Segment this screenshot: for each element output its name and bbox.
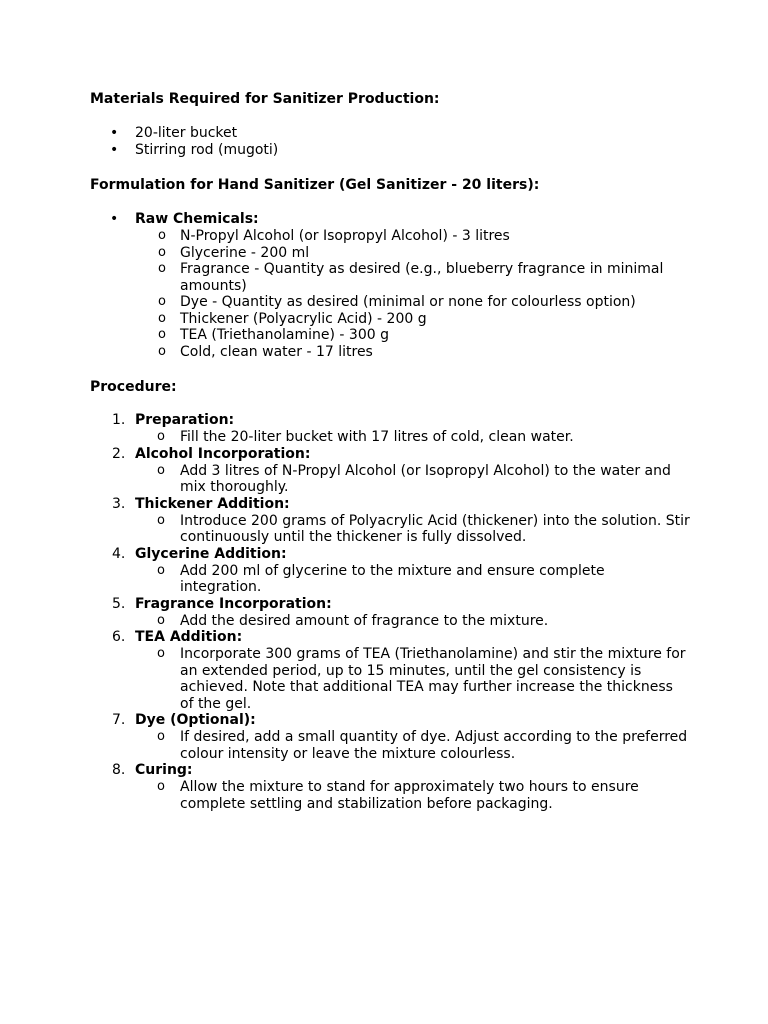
step-details — [135, 729, 690, 762]
document-page — [90, 90, 690, 812]
list-item — [135, 563, 690, 596]
list-item — [90, 311, 690, 328]
chemical-item: Fragrance - Quantity as desired (e.g., blueberry fragrance in minimal amounts) — [180, 261, 664, 294]
procedure-step — [90, 446, 690, 496]
step-details — [135, 429, 690, 446]
step-details — [135, 779, 690, 812]
step-title: Glycerine Addition: — [135, 545, 287, 562]
material-item: 20-liter bucket — [135, 125, 238, 141]
step-number: 4. — [112, 545, 126, 562]
step-number: 1. — [112, 412, 126, 428]
step-title: TEA Addition: — [135, 629, 243, 645]
circle-bullet-icon: o — [158, 228, 166, 243]
list-item — [90, 211, 690, 360]
list-item — [90, 228, 690, 245]
procedure-heading: Procedure: — [90, 379, 177, 395]
list-item — [135, 646, 690, 712]
list-item — [135, 463, 690, 496]
circle-bullet-icon: o — [158, 261, 166, 276]
step-number: 8. — [112, 762, 126, 778]
step-number: 6. — [112, 629, 126, 645]
step-details — [135, 646, 690, 712]
procedure-step — [90, 596, 690, 630]
circle-bullet-icon: o — [157, 429, 165, 444]
formulation-heading: Formulation for Hand Sanitizer (Gel Sanitizer - 20 liters): — [90, 177, 540, 193]
materials-heading: Materials Required for Sanitizer Production: — [90, 91, 440, 107]
circle-bullet-icon: o — [157, 646, 165, 661]
procedure-step — [90, 629, 690, 712]
circle-bullet-icon: o — [158, 244, 166, 260]
procedure-step — [90, 762, 690, 812]
list-item — [135, 779, 690, 812]
step-title: Dye (Optional): — [135, 712, 256, 728]
list-item — [90, 125, 690, 142]
procedure-step — [90, 546, 690, 596]
circle-bullet-icon: o — [157, 612, 165, 628]
step-detail: Add the desired amount of fragrance to the mixture. — [180, 612, 549, 629]
list-item — [90, 294, 690, 311]
step-detail: Fill the 20-liter bucket with 17 litres of cold, clean water. — [180, 429, 574, 445]
step-title: Preparation: — [135, 412, 235, 428]
step-detail: If desired, add a small quantity of dye. Adjust according to the preferred colour intensity or leave the mixture colourless. — [180, 729, 688, 762]
step-details — [135, 463, 690, 496]
step-detail: Introduce 200 grams of Polyacrylic Acid (thickener) into the solution. Stir continuously until the thickener is fully dissolved. — [180, 512, 690, 545]
step-detail: Add 3 litres of N-Propyl Alcohol (or Isopropyl Alcohol) to the water and mix thoroughly. — [180, 462, 671, 495]
chemical-item: Cold, clean water - 17 litres — [180, 343, 373, 360]
list-item — [135, 613, 690, 630]
bullet-icon: • — [110, 125, 119, 141]
procedure-list — [90, 412, 690, 812]
list-item — [135, 513, 690, 546]
circle-bullet-icon: o — [157, 512, 165, 528]
material-item: Stirring rod (mugoti) — [135, 142, 279, 158]
bullet-icon: • — [110, 211, 119, 227]
step-number: 7. — [112, 712, 126, 728]
list-item — [90, 245, 690, 262]
step-details — [135, 513, 690, 546]
circle-bullet-icon: o — [157, 729, 165, 744]
chemical-item: N-Propyl Alcohol (or Isopropyl Alcohol) - 3 litres — [180, 228, 510, 244]
step-detail: Add 200 ml of glycerine to the mixture and ensure complete integration. — [180, 562, 605, 595]
circle-bullet-icon: o — [158, 343, 166, 359]
step-title: Alcohol Incorporation: — [135, 445, 311, 462]
bullet-icon: • — [110, 142, 119, 158]
chemical-item: Glycerine - 200 ml — [180, 244, 310, 261]
list-item — [135, 429, 690, 446]
formulation-list — [90, 211, 690, 360]
step-number: 2. — [112, 445, 126, 462]
step-title: Thickener Addition: — [135, 495, 290, 512]
procedure-step — [90, 412, 690, 446]
list-item — [90, 327, 690, 344]
list-item — [90, 261, 690, 294]
step-title: Fragrance Incorporation: — [135, 595, 332, 612]
circle-bullet-icon: o — [157, 779, 165, 794]
step-number: 3. — [112, 495, 126, 512]
circle-bullet-icon: o — [158, 310, 166, 326]
step-details — [135, 613, 690, 630]
step-details — [135, 563, 690, 596]
step-number: 5. — [112, 595, 126, 612]
circle-bullet-icon: o — [157, 462, 165, 478]
step-detail: Incorporate 300 grams of TEA (Triethanolamine) and stir the mixture for an extended period, up to 15 minutes, until the gel consistency is achieved. Note that additional TEA may further increase the thickness of the gel. — [180, 646, 686, 712]
step-title: Curing: — [135, 762, 193, 778]
circle-bullet-icon: o — [158, 327, 166, 342]
list-item — [135, 729, 690, 762]
circle-bullet-icon: o — [157, 562, 165, 578]
list-item — [90, 344, 690, 361]
step-detail: Allow the mixture to stand for approximately two hours to ensure complete settling and stabilization before packaging. — [180, 779, 639, 812]
chemical-item: TEA (Triethanolamine) - 300 g — [180, 327, 389, 343]
materials-list — [90, 125, 690, 159]
chemical-item: Thickener (Polyacrylic Acid) - 200 g — [180, 310, 427, 327]
chemicals-list — [90, 228, 690, 360]
circle-bullet-icon: o — [158, 294, 166, 309]
procedure-step — [90, 496, 690, 546]
raw-chemicals-label: Raw Chemicals: — [135, 211, 259, 227]
chemical-item: Dye - Quantity as desired (minimal or none for colourless option) — [180, 294, 636, 310]
list-item — [90, 142, 690, 159]
procedure-step — [90, 712, 690, 762]
